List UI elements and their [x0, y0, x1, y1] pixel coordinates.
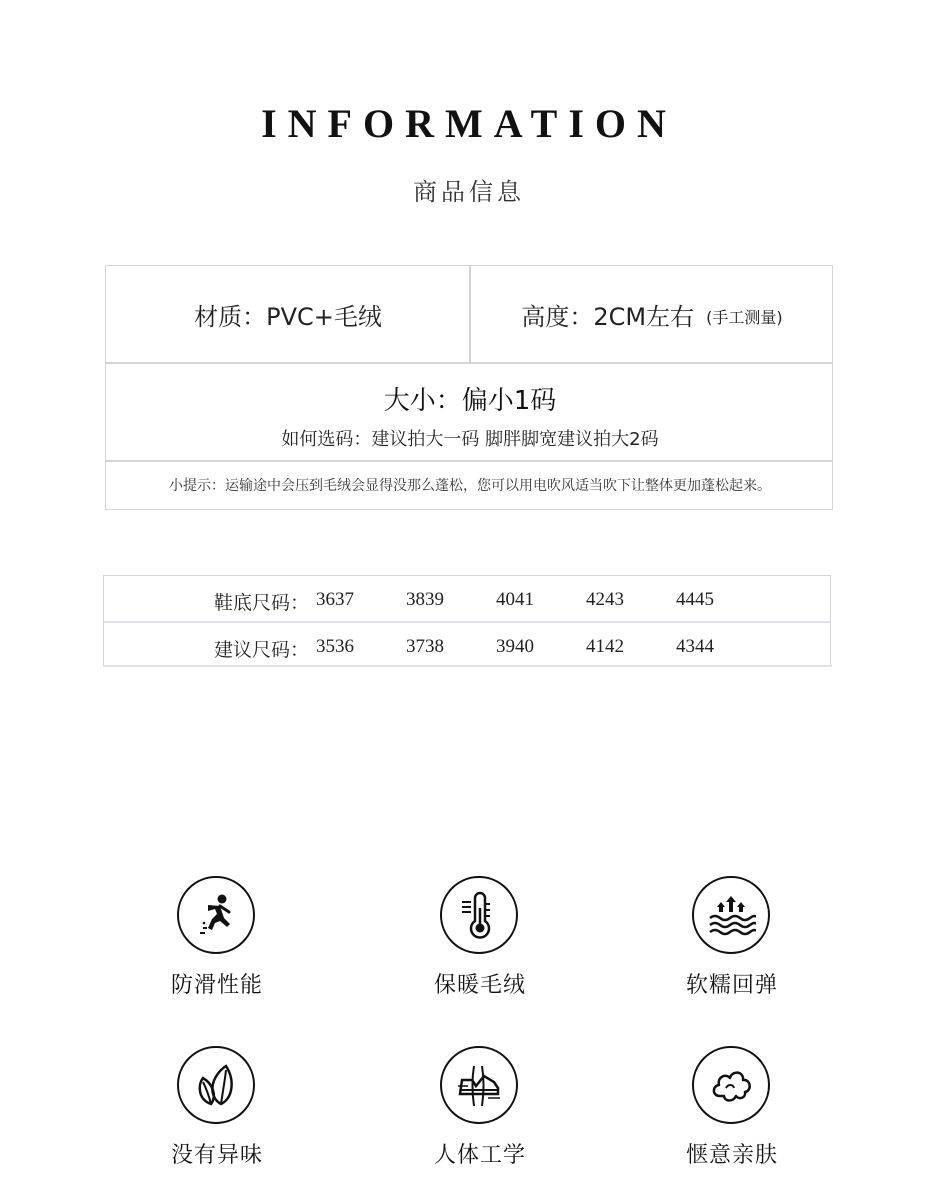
- page-title: INFORMATION: [261, 101, 677, 146]
- feature-label: 没有异味: [170, 1143, 263, 1168]
- rebound-icon: [692, 876, 770, 954]
- size-info: 大小：偏小1码: [383, 385, 557, 416]
- height-value: 高度：2CM左右: [521, 303, 695, 331]
- leaves-icon: [177, 1046, 255, 1124]
- size-value: 4041: [496, 589, 534, 610]
- size-value: 4142: [586, 636, 624, 657]
- feature-label: 软糯回弹: [685, 973, 778, 998]
- cloud-icon: [692, 1046, 770, 1124]
- size-value: 3839: [406, 589, 444, 610]
- feature-anti-slip: [117, 876, 317, 996]
- table-row: [104, 576, 832, 622]
- feature-soft-rebound: [632, 876, 832, 996]
- size-value: 3536: [316, 636, 354, 657]
- size-value: 4445: [676, 589, 714, 610]
- ergonomic-shoe-icon: [440, 1046, 518, 1124]
- slip-resistant-icon: [177, 876, 255, 954]
- height-info: [470, 266, 834, 363]
- feature-label: 保暖毛绒: [433, 973, 526, 998]
- material-info: 材质：PVC+毛绒: [194, 303, 382, 331]
- feature-skin-friendly: [632, 1046, 832, 1166]
- feature-warm-plush: [380, 876, 580, 996]
- size-value: 3738: [406, 636, 444, 657]
- feature-label: 人体工学: [433, 1143, 526, 1168]
- size-value: 4243: [586, 589, 624, 610]
- thermometer-icon: [440, 876, 518, 954]
- table-row: [104, 623, 832, 669]
- feature-ergonomic: [380, 1046, 580, 1166]
- row-label: 建议尺码：: [214, 639, 310, 661]
- feature-label: 惬意亲肤: [685, 1143, 778, 1168]
- size-value: 4344: [676, 636, 714, 657]
- care-tip: 小提示：运输途中会压到毛绒会显得没那么蓬松，您可以用电吹风适当吹下让整体更加蓬松起来。: [169, 478, 771, 494]
- size-advice: 如何选码：建议拍大一码 脚胖脚宽建议拍大2码: [281, 429, 659, 450]
- page-subtitle: 商品信息: [413, 178, 525, 206]
- height-note: (手工测量): [706, 308, 783, 327]
- info-table: [105, 265, 833, 510]
- row-label: 鞋底尺码：: [214, 592, 310, 614]
- size-table: [103, 575, 831, 667]
- feature-label: 防滑性能: [170, 973, 263, 998]
- size-value: 3637: [316, 589, 354, 610]
- feature-no-odor: [117, 1046, 317, 1166]
- size-value: 3940: [496, 636, 534, 657]
